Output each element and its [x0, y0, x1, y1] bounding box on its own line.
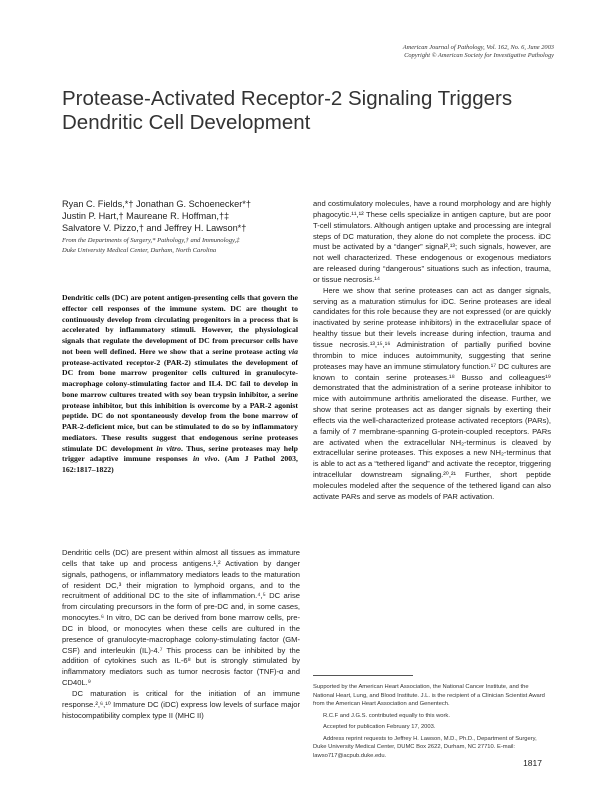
- footnotes: [313, 683, 551, 763]
- affiliation: [62, 236, 312, 255]
- intro-paragraph-1: Dendritic cells (DC) are present within almost all tissues as immature cells that take up and process antigens.¹,² Activation by danger signals, pathogens, or inflammatory mediators leads to the maturation of resident DC,³ their migration to lymphoid organs, and to the recruitment of additional DC to the site of inflammation.⁴,⁵ DC arise from circulating precursors in the form of pre-DC and, in some cases, monocytes.⁶ In vitro, DC can be derived from bone marrow cells, pre-DC in blood, or monocytes when these cells are cultured in the presence of granulocyte-macrophage colony-stimulating factor (GM-CSF) and interleukin (IL)-4.⁷ This process can be inhibited by the addition of cytokines such as IL-6⁸ but is strongly stimulated by inflammatory mediators such as tumor necrosis factor (TNF)-α and CD40L.⁹: [62, 548, 300, 688]
- right-body-column: [313, 199, 551, 503]
- footnote-divider: [313, 675, 413, 676]
- author-line-2: Justin P. Hart,† Maureane R. Hoffman,†‡: [62, 211, 230, 221]
- intro-paragraph-3: and costimulatory molecules, have a round morphology and are highly phagocytic.¹¹,¹² These cells specialize in antigen capture, but are poor T-cell stimulators. Although antigen uptake and processing are integral steps of DC maturation, they alone do not complete the process. iDC must be activated by a “danger” signal²,¹³; such signals, however, are not well characterized. These endogenous or exogenous mediators are released during “dangerous” situations such as infection, trauma, or tissue necrosis.¹⁴: [313, 199, 551, 284]
- journal-header: [254, 44, 554, 61]
- footnote-contribution: R.C.F and J.G.S. contributed equally to this work.: [323, 712, 450, 719]
- intro-paragraph-4: Here we show that serine proteases can act as danger signals, serving as a maturation stimulus for iDC. Serine proteases are ideal candidates for this role because they are not expressed (or are quickly inactivated by serine protease inhibitors) in the extracellular space of healthy tissue but their levels increase during infection, trauma and tissue necrosis.¹³,¹⁵,¹⁶ Administration of partially purified bovine thrombin to mice induces autoimmunity, suggesting that serine proteases may have an immune stimulatory function.¹⁷ DC cultures are known to contain serine proteases.¹⁸ Busso and colleagues¹⁹ demonstrated that the administration of a serine protease inhibitor to mice with autoimmune arthritis ameliorated the disease. Further, we show that serine proteases act as danger signals by exerting their effects via the well-characterized protease activated receptors (PARs), a family of 7 membrane-spanning G-protein-coupled receptors. PARs are activated when the extracellular NH₂-terminus is cleaved by extracellular serine proteases. This exposes a new NH₂-terminus that is able to act as a “tethered ligand” and activate the receptor, triggering intracellular downstream signaling.²⁰,²¹ Further, short peptide molecules modeled after the sequence of the tethered ligand can also activate PARs and serve as models of PAR activation.: [313, 285, 551, 501]
- author-line-1: Ryan C. Fields,*† Jonathan G. Schoenecker*†: [62, 199, 251, 209]
- page-number: 1817: [523, 758, 542, 768]
- abstract-text-4: . (Am J Pathol 2003, 162:1817–1822): [62, 454, 298, 474]
- footnote-accepted: Accepted for publication February 17, 2003.: [323, 724, 436, 730]
- abstract-in-vitro: in vitro: [156, 443, 181, 453]
- abstract-text-2: protease-activated receptor-2 (PAR-2) stimulates the development of DC from bone marrow progenitor cells cultured in granulocyte-macrophage colony-stimulating factor and IL4. DC fail to develop in bone marrow cultures treated with soy bean trypsin inhibitor, a serine protease inhibitor, but this inhibition is overcome by a PAR-2 agonist peptide. DC do not spontaneously develop from the bone marrow of PAR-2-deficient mice, but can be stimulated to do so by inflammatory mediators. These results suggest that endogenous serine proteases stimulate DC development: [62, 357, 298, 453]
- abstract-text-3: . Thus, serine proteases may help trigger adaptive immune responses: [62, 443, 298, 464]
- abstract-text-1: Dendritic cells (DC) are potent antigen-presenting cells that govern the effector cell responses of the immune system. DC are thought to continuously develop from circulating progenitors in a process that is accelerated by inflammatory stimuli. However, the physiological signals that regulate the development of DC from precursor cells have not been well defined. Here we show that a serine protease acting: [62, 293, 298, 356]
- footnote-reprints: Address reprint requests to Jeffrey H. Lawson, M.D., Ph.D., Department of Surgery, Duke University Medical Center, DUMC Box 2622, Durham, NC 27710. E-mail: lawso717@acpub.duke.edu.: [313, 735, 537, 759]
- author-list: [62, 198, 302, 234]
- abstract: [62, 293, 298, 476]
- left-body-column: [62, 548, 300, 722]
- affiliation-line-1: From the Departments of Surgery,* Pathology,† and Immunology,‡: [62, 237, 240, 244]
- author-line-3: Salvatore V. Pizzo,† and Jeffrey H. Lawson*†: [62, 223, 247, 233]
- journal-citation: American Journal of Pathology, Vol. 162, No. 6, June 2003: [402, 44, 554, 51]
- footnote-funding: Supported by the American Heart Association, the National Cancer Institute, and the National Heart, Lung, and Blood Institute. J.L. is the recipient of a Clinician Scientist Award from the American Heart Association and Genentech.: [313, 684, 545, 707]
- abstract-in-vivo: in vivo: [192, 454, 218, 464]
- intro-paragraph-2: DC maturation is critical for the initiation of an immune response.²,⁶,¹⁰ Immature DC (iDC) express low levels of surface major histocompatibility complex type II (MHC II): [62, 688, 300, 720]
- affiliation-line-2: Duke University Medical Center, Durham, North Carolina: [62, 246, 217, 254]
- abstract-via: via: [288, 346, 298, 356]
- article-title: Protease-Activated Receptor-2 Signaling Triggers Dendritic Cell Development: [62, 87, 513, 134]
- journal-copyright: Copyright © American Society for Investigative Pathology: [404, 52, 554, 60]
